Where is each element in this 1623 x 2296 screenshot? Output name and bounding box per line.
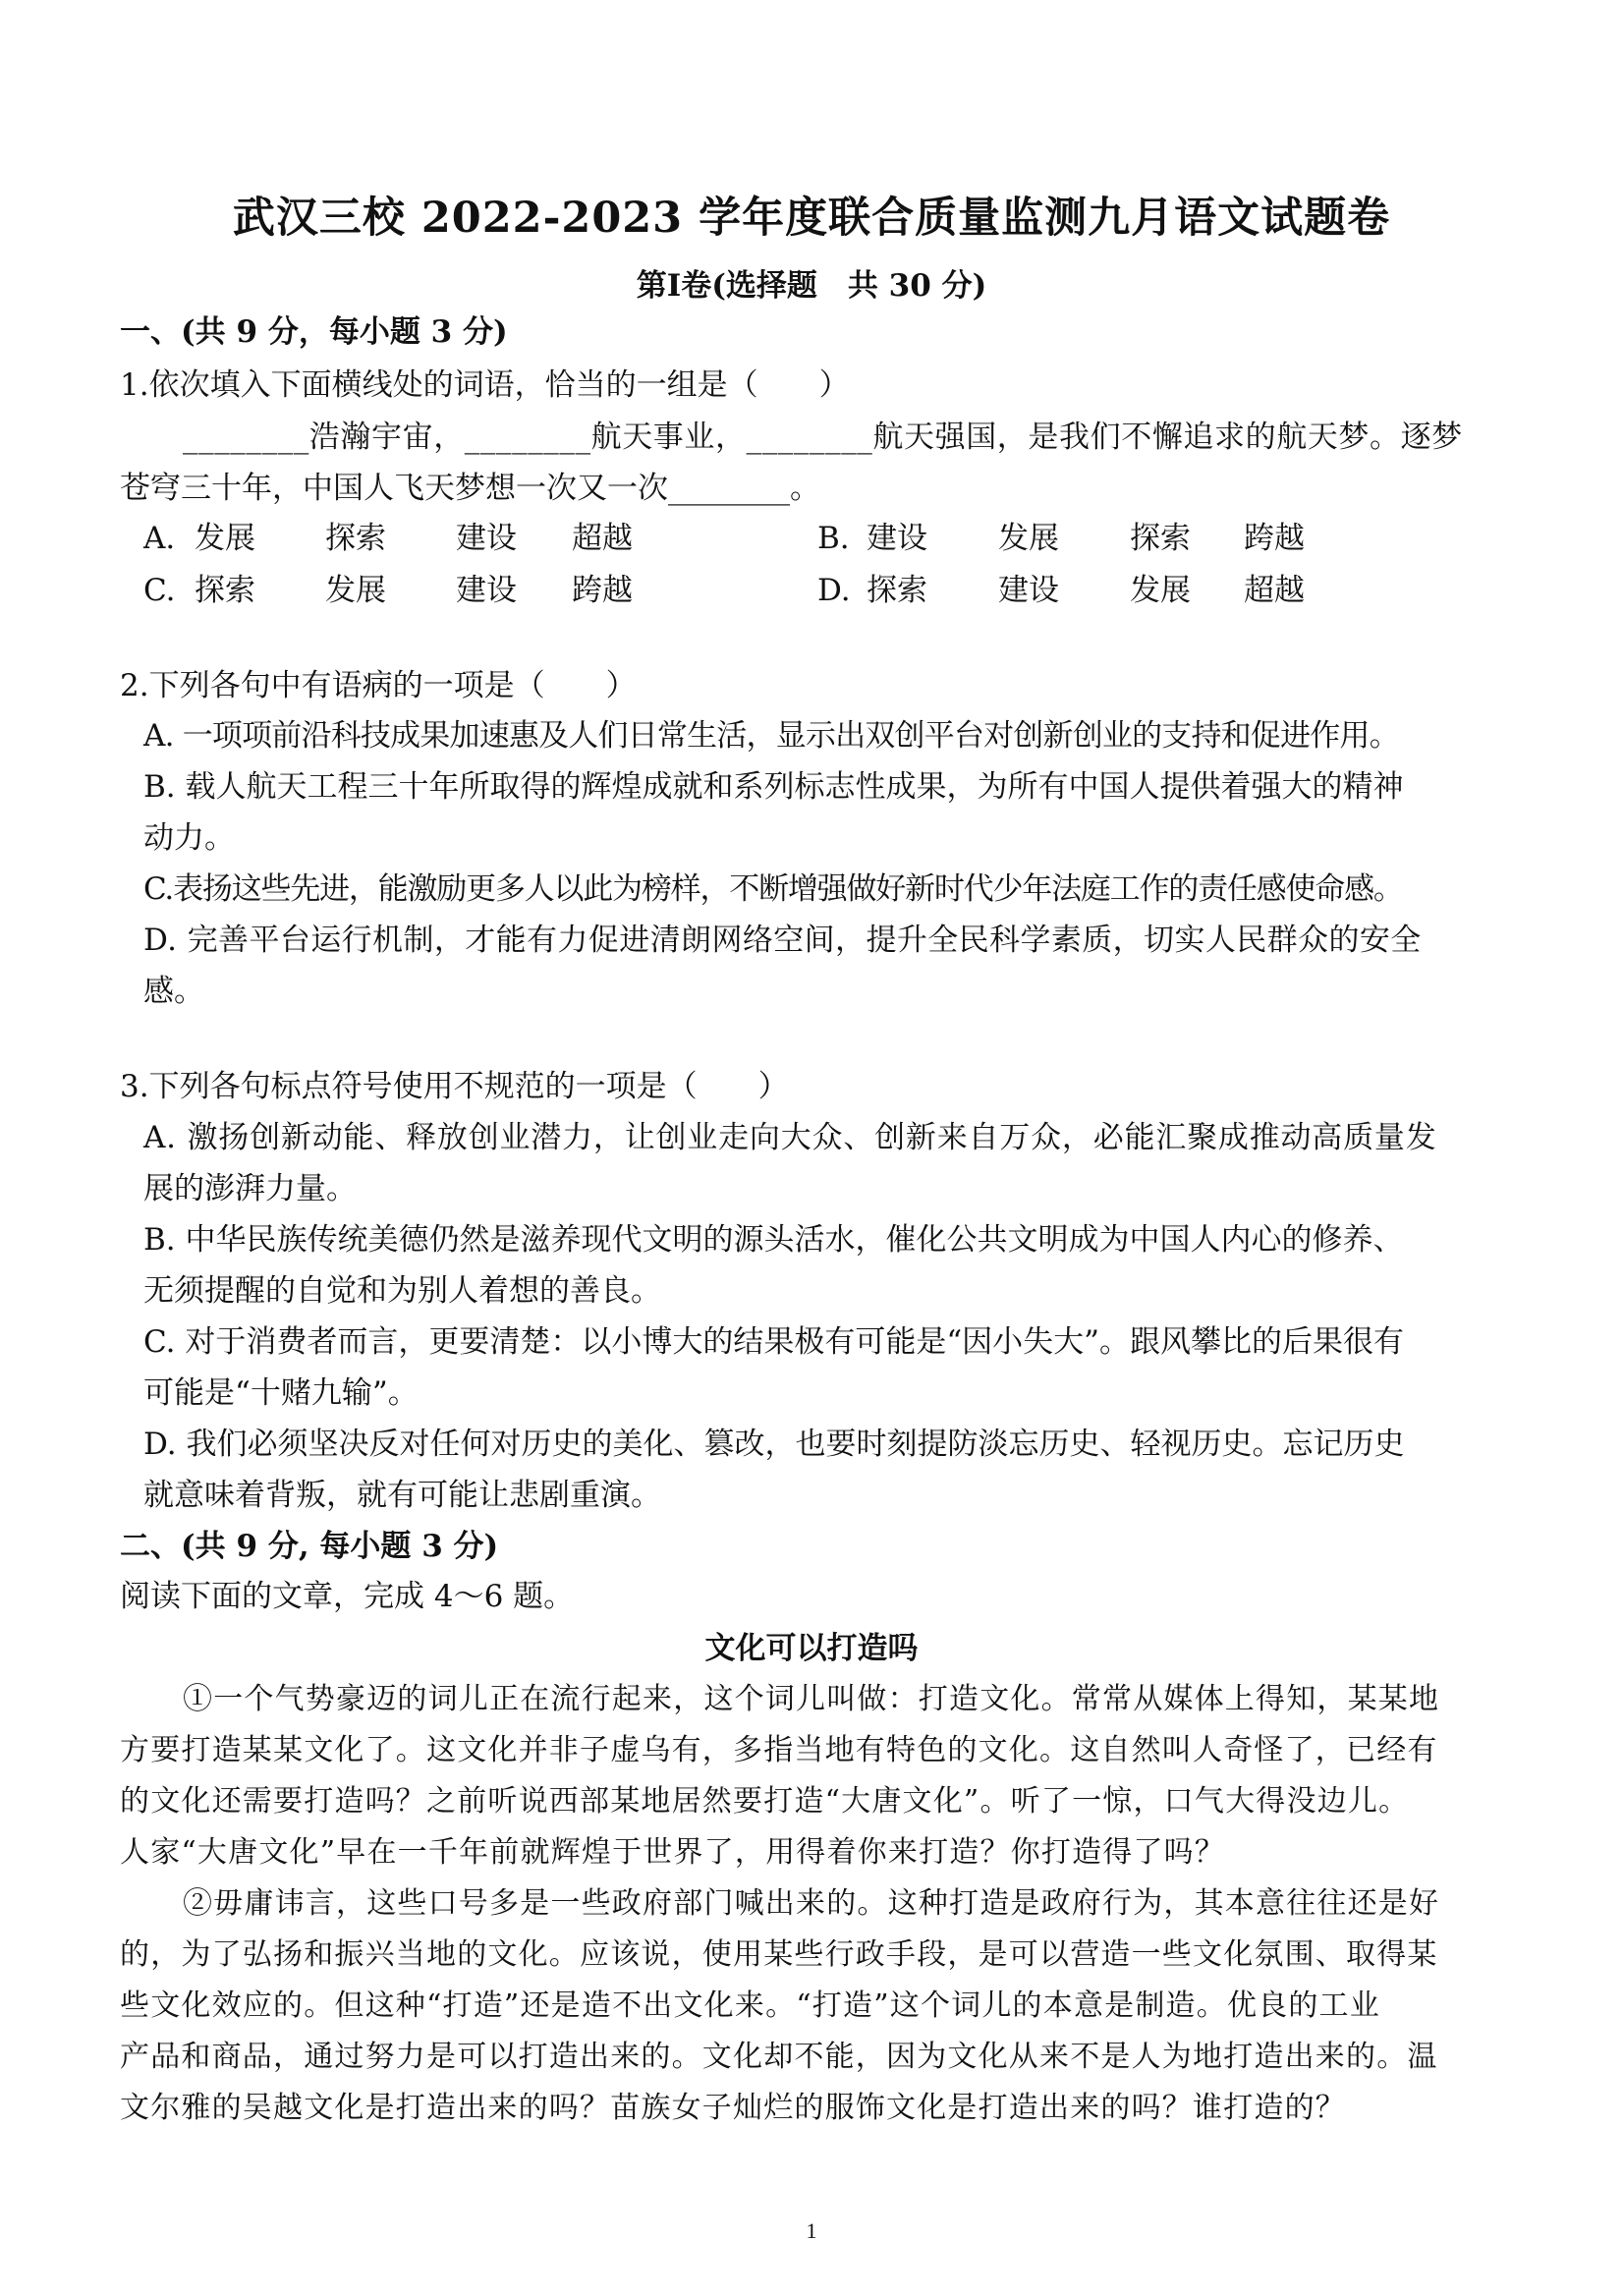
q2-option-b-cont: 动力。 [143, 820, 235, 856]
volume-subtitle: 第Ⅰ卷(选择题 共 30 分) [636, 268, 987, 304]
option-letter: B. [817, 521, 850, 556]
option-word: 探索 [195, 573, 255, 608]
q3-stem: 3.下列各句标点符号使用不规范的一项是（ ） [120, 1069, 789, 1104]
option-word: 探索 [325, 521, 386, 556]
q2-option-a: A. 一项项前沿科技成果加速惠及人们日常生活，显示出双创平台对创新创业的支持和促进作用。 [143, 718, 1399, 754]
section2-heading: 二、(共 9 分, 每小题 3 分) [120, 1529, 499, 1564]
q3-option-d: D. 我们必须坚决反对任何对历史的美化、篡改，也要时刻提防淡忘历史、轻视历史。忘记历史 [143, 1427, 1405, 1462]
q3-option-b-cont: 无须提醒的自觉和为别人着想的善良。 [143, 1273, 661, 1309]
q2-option-c: C.表扬这些先进，能激励更多人以此为榜样，不断增强做好新时代少年法庭工作的责任感使命感。 [143, 871, 1403, 907]
option-word: 超越 [572, 521, 633, 556]
option-word: 发展 [325, 573, 386, 608]
option-word: 发展 [998, 521, 1059, 556]
passage-line: 文尔雅的吴越文化是打造出来的吗？苗族女子灿烂的服饰文化是打造出来的吗？谁打造的？ [120, 2091, 1346, 2125]
q1-text-line2: 苍穹三十年，中国人飞天梦想一次又一次________。 [120, 471, 820, 506]
passage-title: 文化可以打造吗 [704, 1631, 919, 1666]
q3-option-d-cont: 就意味着背叛，就有可能让悲剧重演。 [143, 1478, 661, 1513]
q2-option-d: D. 完善平台运行机制，才能有力促进清朗网络空间，提升全民科学素质，切实人民群众的安全 [143, 923, 1422, 958]
option-word: 探索 [867, 573, 927, 608]
q2-stem: 2.下列各句中有语病的一项是（ ） [120, 668, 637, 703]
option-word: 跨越 [572, 573, 633, 608]
passage-line: 人家“大唐文化”早在一千年前就辉煌于世界了，用得着你来打造？你打造得了吗？ [120, 1835, 1226, 1870]
option-word: 发展 [1130, 573, 1191, 608]
option-letter: C. [143, 573, 176, 608]
q2-option-d-cont: 感。 [143, 974, 204, 1009]
passage-line: ②毋庸讳言，这些口号多是一些政府部门喊出来的。这种打造是政府行为，其本意往往还是好 [183, 1886, 1440, 1921]
option-word: 建设 [867, 521, 927, 556]
option-word: 建设 [456, 521, 517, 556]
q3-option-c-cont: 可能是“十赌九输”。 [143, 1375, 419, 1411]
option-word: 跨越 [1244, 521, 1305, 556]
q1-stem: 1.依次填入下面横线处的词语，恰当的一组是（ ） [120, 367, 850, 403]
passage-line: 的，为了弘扬和振兴当地的文化。应该说，使用某些行政手段，是可以营造一些文化氛围、取得某 [120, 1937, 1438, 1972]
passage-line: 些文化效应的。但这种“打造”还是造不出文化来。“打造”这个词儿的本意是制造。优良的工业 [120, 1988, 1380, 2023]
passage-line: ①一个气势豪迈的词儿正在流行起来，这个词儿叫做：打造文化。常常从媒体上得知，某某地 [183, 1682, 1440, 1716]
option-word: 探索 [1130, 521, 1191, 556]
q3-option-a-cont: 展的澎湃力量。 [143, 1171, 357, 1206]
page-number: 1 [806, 2218, 817, 2243]
q2-option-b: B. 载人航天工程三十年所取得的辉煌成就和系列标志性成果，为所有中国人提供着强大的精神 [143, 769, 1404, 805]
section2-instruction: 阅读下面的文章，完成 4～6 题。 [120, 1579, 575, 1614]
q3-option-c: C. 对于消费者而言，更要清楚：以小博大的结果极有可能是“因小失大”。跟风攀比的后果很有 [143, 1324, 1405, 1360]
option-word: 建设 [998, 573, 1059, 608]
q1-text-line1: ________浩瀚宇宙，________航天事业，________航天强国，是我们不懈追求的航天梦。逐梦 [183, 420, 1463, 455]
option-word: 发展 [195, 521, 255, 556]
option-letter: D. [817, 573, 851, 608]
q3-option-b: B. 中华民族传统美德仍然是滋养现代文明的源头活水，催化公共文明成为中国人内心的修养、 [143, 1222, 1404, 1258]
option-letter: A. [143, 521, 176, 556]
passage-line: 的文化还需要打造吗？之前听说西部某地居然要打造“大唐文化”。听了一惊，口气大得没边儿。 [120, 1784, 1410, 1819]
option-word: 超越 [1244, 573, 1305, 608]
passage-line: 产品和商品，通过努力是可以打造出来的。文化却不能，因为文化从来不是人为地打造出来的。温 [120, 2040, 1438, 2074]
passage-line: 方要打造某某文化了。这文化并非子虚乌有，多指当地有特色的文化。这自然叫人奇怪了，已经有 [120, 1733, 1438, 1767]
q3-option-a: A. 激扬创新动能、释放创业潜力，让创业走向大众、创新来自万众，必能汇聚成推动高质量发 [143, 1120, 1437, 1155]
section1-heading: 一、(共 9 分，每小题 3 分) [120, 314, 508, 350]
exam-title: 武汉三校 2022-2023 学年度联合质量监测九月语文试题卷 [232, 194, 1391, 243]
option-word: 建设 [456, 573, 517, 608]
